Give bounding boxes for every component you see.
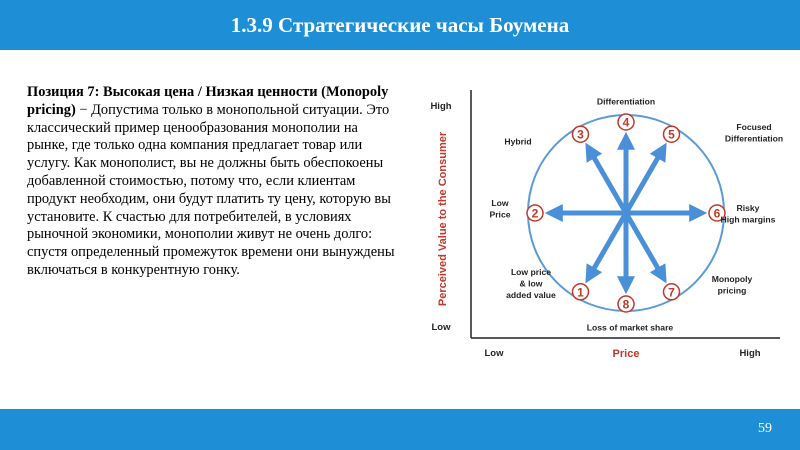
x-axis-title: Price (612, 348, 640, 360)
position-number-3: 3 (577, 127, 584, 142)
x-high-label: High (739, 348, 761, 359)
position-label-3 (504, 137, 531, 147)
slide-title: 1.3.9 Стратегические часы Боумена (230, 13, 570, 37)
position-label-5 (725, 122, 783, 144)
position-number-8: 8 (622, 297, 630, 312)
position-label-line: & low (519, 278, 543, 289)
position-label-line: Loss of market share (586, 322, 674, 333)
position-number-7: 7 (668, 285, 675, 300)
position-label-7 (712, 274, 753, 296)
position-label-4 (597, 97, 655, 107)
position-label-1 (506, 267, 556, 300)
x-low-label: Low (484, 348, 504, 359)
position-label-8 (587, 323, 674, 333)
position-label-line: Low (491, 197, 509, 208)
y-low-label: Low (431, 322, 451, 333)
y-axis-title: Perceived Value to the Consumer (437, 131, 449, 307)
arrow-position-5 (626, 149, 663, 213)
arrow-position-1 (589, 213, 626, 277)
arrow-position-7 (626, 213, 663, 277)
position-label-line: Differentiation (724, 133, 784, 144)
arrow-position-3 (589, 149, 626, 213)
arrow-layer (552, 139, 700, 287)
position-label-line: pricing (717, 285, 747, 296)
position-number-6: 6 (713, 206, 721, 221)
position-label-line: Monopoly (711, 273, 753, 284)
position-label-line: High margins (720, 214, 776, 225)
position-label-line: Differentiation (596, 96, 656, 107)
position-number-1: 1 (577, 285, 584, 300)
position-number-4: 4 (622, 115, 630, 130)
position-label-line: Focused (736, 121, 772, 132)
position-label-line: Risky (736, 202, 760, 213)
position-heading: Позиция 7: Высокая цена / Низкая ценности (Monopoly pricing) (27, 84, 389, 118)
position-label-line: Low price (510, 267, 552, 277)
position-label-6 (721, 203, 776, 225)
position-description: − Допустима только в монопольной ситуации. Это классический пример ценообразования монополии на рынке, где только одна компания предлагает товар или услугу. Как монополист, вы не должны быть обеспокоены добавленной стоимостью, потому что, если клиентам продукт необходим, они будут платить ту цену, которую вы установите. К счастью для потребителей, в условиях рыночной экономики, монополии живут не очень долго: спустя определенный промежуток времени они вынуждены включаться в конкурентную гонку. (27, 101, 395, 278)
position-label-line: Hybrid (504, 136, 532, 147)
clock-svg (410, 80, 790, 375)
position-label-line: added value (506, 290, 556, 300)
page-number: 59 (758, 421, 772, 436)
footer-band (0, 409, 800, 450)
position-number-2: 2 (531, 206, 539, 221)
slide-body-text (27, 84, 395, 280)
bowman-strategy-clock (410, 80, 790, 375)
position-label-line: Price (489, 209, 511, 220)
position-number-5: 5 (668, 127, 675, 142)
position-label-2 (489, 198, 510, 220)
y-high-label: High (430, 101, 452, 112)
